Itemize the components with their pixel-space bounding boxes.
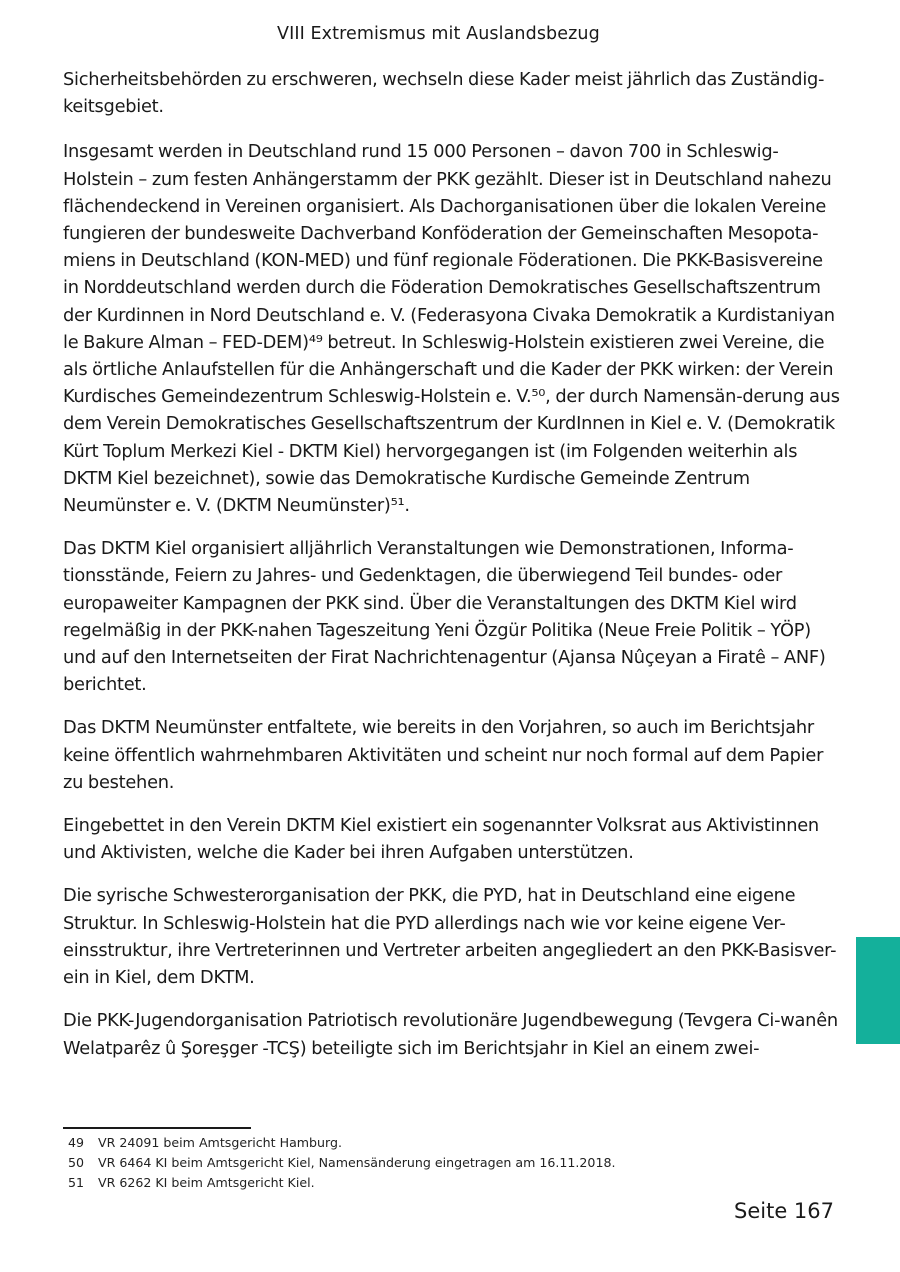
footnote [68, 1173, 828, 1193]
footnote-text: VR 24091 beim Amtsgericht Hamburg. [98, 1135, 342, 1150]
paragraph: Das DKTM Kiel organisiert alljährlich Veranstaltungen wie Demonstrationen, Informa-tionsstände, Feiern zu Jahres- und Gedenktagen, die überwiegend Teil bundes- oder europaweiter Kampagnen der PKK sind. Über die Veranstaltungen des DKTM Kiel wird regelmäßig in der PKK-nahen Tageszeitung Yeni Özgür Politika (Neue Freie Politik – YÖP) und auf den Internetseiten der Firat Nachrichtenagentur (Ajansa Nûçeyan a Firatê – ANF) berichtet. [63, 538, 826, 696]
footnote [68, 1133, 828, 1153]
chapter-side-tab [856, 937, 900, 1044]
footnote-number: 50 [68, 1155, 85, 1170]
paragraph: Die PKK-Jugendorganisation Patriotisch revolutionäre Jugendbewegung (Tevgera Ci-wanên Welatparêz û Şoreşger -TCŞ) beteiligte sich im Berichtsjahr in Kiel an einem zwei- [63, 1010, 838, 1059]
paragraph: Eingebettet in den Verein DKTM Kiel existiert ein sogenannter Volksrat aus Aktivistinnen und Aktivisten, welche die Kader bei ihren Aufgaben unterstützen. [63, 815, 819, 864]
paragraph: Das DKTM Neumünster entfaltete, wie bereits in den Vorjahren, so auch im Berichtsjahr keine öffentlich wahrnehmbaren Aktivitäten und scheint nur noch formal auf dem Papier zu bestehen. [63, 717, 824, 793]
paragraph: Sicherheitsbehörden zu erschweren, wechseln diese Kader meist jährlich das Zuständig-keitsgebiet. [63, 69, 825, 118]
page-number: Seite 167 [734, 1199, 834, 1223]
footnote-number: 51 [68, 1175, 85, 1190]
footnote-divider [63, 1127, 251, 1129]
paragraph: Insgesamt werden in Deutschland rund 15 000 Personen – davon 700 in Schleswig-Holstein – zum festen Anhängerstamm der PKK gezählt. Dieser ist in Deutschland nahezu flächendeckend in Vereinen organisiert. Als Dachorganisationen über die lokalen Vereine fungieren der bundesweite Dachverband Konföderation der Gemeinschaften Mesopota-miens in Deutschland (KON-MED) und fünf regionale Föderationen. Die PKK-Basisvereine in Norddeutschland werden durch die Föderation Demokratisches Gesellschaftszentrum der Kurdinnen in Nord Deutschland e. V. (Federasyona Civaka Demokratik a Kurdistaniyan le Bakure Alman – FED-DEM)⁴⁹ betreut. In Schleswig-Holstein existieren zwei Vereine, die als örtliche Anlaufstellen für die Anhängerschaft und die Kader der PKK wirken: der Verein Kurdisches Gemeindezentrum Schleswig-Holstein e. V.⁵⁰, der durch Namensän-derung aus dem Verein Demokratisches Gesellschaftszentrum der KurdInnen in Kiel e. V. (Demokratik Kürt Toplum Merkezi Kiel - DKTM Kiel) hervorgegangen ist (im Folgenden weiterhin als DKTM Kiel bezeichnet), sowie das Demokratische Kurdische Gemeinde Zentrum Neumünster e. V. (DKTM Neumünster)⁵¹. [63, 141, 840, 517]
footnote [68, 1153, 828, 1173]
page-header: VIII Extremismus mit Auslandsbezug [277, 24, 600, 44]
footnote-text: VR 6262 KI beim Amtsgericht Kiel. [98, 1175, 315, 1190]
body-text [63, 66, 843, 1078]
paragraph: Die syrische Schwesterorganisation der PKK, die PYD, hat in Deutschland eine eigene Struktur. In Schleswig-Holstein hat die PYD allerdings nach wie vor keine eigene Ver-einsstruktur, ihre Vertreterinnen und Vertreter arbeiten angegliedert an den PKK-Basisver-ein in Kiel, dem DKTM. [63, 885, 837, 989]
footnotes [68, 1133, 828, 1193]
footnote-text: VR 6464 KI beim Amtsgericht Kiel, Namensänderung eingetragen am 16.11.2018. [98, 1155, 616, 1170]
footnote-number: 49 [68, 1135, 85, 1150]
